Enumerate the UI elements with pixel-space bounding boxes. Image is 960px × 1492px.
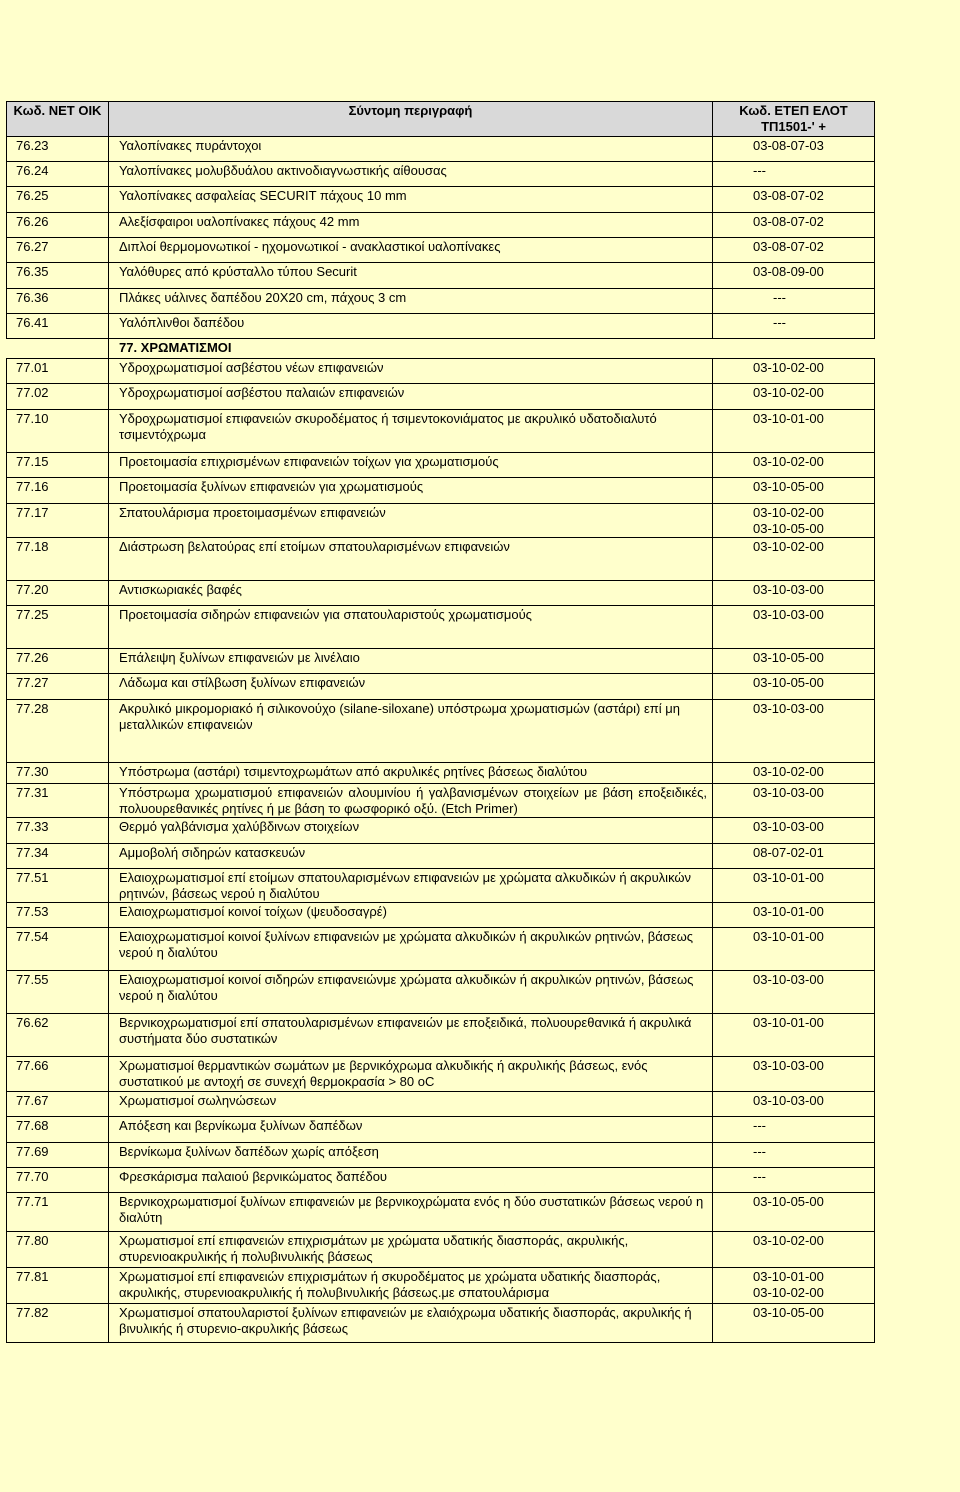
row-code: 77.71 [7, 1193, 109, 1232]
table-row [7, 700, 875, 763]
table-row [7, 606, 875, 649]
row-etep: 03-10-01-00 [713, 1014, 875, 1057]
table-row [7, 869, 875, 903]
row-description: Υδροχρωματισμοί ασβέστου παλαιών επιφανειών [109, 384, 713, 410]
row-code: 77.16 [7, 478, 109, 504]
table-row [7, 314, 875, 339]
codes-table [6, 101, 875, 1343]
table-row [7, 1268, 875, 1304]
row-etep: --- [713, 162, 875, 187]
table-row [7, 818, 875, 844]
table-row [7, 263, 875, 289]
row-code: 76.23 [7, 137, 109, 162]
row-description: Χρωματισμοί θερμαντικών σωμάτων με βερνικόχρωμα αλκυδικής ή ακρυλικής βάσεως, ενός συστατικού με αντοχή σε συνεχή θερμοκρασία > 80 oC [109, 1057, 713, 1092]
row-etep: 03-10-03-00 [713, 700, 875, 763]
table-row [7, 1304, 875, 1343]
table-row [7, 538, 875, 581]
row-etep [713, 1268, 875, 1304]
table-row [7, 1193, 875, 1232]
row-code: 77.28 [7, 700, 109, 763]
row-code: 77.10 [7, 410, 109, 453]
row-description: Υαλοπίνακες μολυβδυάλου ακτινοδιαγνωστικής αίθουσας [109, 162, 713, 187]
row-etep: 03-10-05-00 [713, 1193, 875, 1232]
row-description: Θερμό γαλβάνισμα χαλύβδινων στοιχείων [109, 818, 713, 844]
table-row [7, 649, 875, 674]
row-etep: 08-07-02-01 [713, 844, 875, 869]
row-code: 77.25 [7, 606, 109, 649]
row-description: Υαλόθυρες από κρύσταλλο τύπου Securit [109, 263, 713, 289]
row-code: 77.01 [7, 359, 109, 384]
document [6, 101, 874, 1343]
row-description: Υδροχρωματισμοί ασβέστου νέων επιφανειών [109, 359, 713, 384]
row-etep: 03-08-09-00 [713, 263, 875, 289]
row-description: Ελαιοχρωματισμοί κοινοί τοίχων (ψευδοσαγρέ) [109, 903, 713, 928]
row-etep: 03-10-05-00 [713, 674, 875, 700]
table-row [7, 1143, 875, 1168]
table-row [7, 763, 875, 784]
row-etep: --- [713, 1168, 875, 1193]
row-code: 77.54 [7, 928, 109, 971]
row-etep: 03-10-03-00 [713, 581, 875, 606]
row-code: 76.62 [7, 1014, 109, 1057]
row-code: 77.68 [7, 1117, 109, 1143]
section-title: 77. ΧΡΩΜΑΤΙΣΜΟΙ [109, 339, 875, 359]
row-description: Διάστρωση βελατούρας επί ετοίμων σπατουλαρισμένων επιφανειών [109, 538, 713, 581]
row-code: 77.82 [7, 1304, 109, 1343]
etep-line: 03-10-02-00 [753, 1285, 824, 1300]
row-description: Ελαιοχρωματισμοί κοινοί ξυλίνων επιφανειών με χρώματα αλκυδικών ή ακρυλικών ρητινών, βάσεως νερού η διαλύτου [109, 928, 713, 971]
table-row [7, 581, 875, 606]
row-code: 76.41 [7, 314, 109, 339]
table-row [7, 928, 875, 971]
row-code: 76.26 [7, 213, 109, 238]
row-etep: 03-10-01-00 [713, 928, 875, 971]
row-description: Υπόστρωμα (αστάρι) τσιμεντοχρωμάτων από ακρυλικές ρητίνες βάσεως διαλύτου [109, 763, 713, 784]
row-etep: 03-08-07-02 [713, 213, 875, 238]
header-description: Σύντομη περιγραφή [109, 102, 713, 137]
row-etep: 03-10-02-00 [713, 763, 875, 784]
row-etep: 03-10-03-00 [713, 971, 875, 1014]
table-row [7, 238, 875, 263]
row-code: 77.31 [7, 784, 109, 818]
row-etep: --- [713, 1143, 875, 1168]
row-code: 77.80 [7, 1232, 109, 1268]
row-description: Χρωματισμοί επί επιφανειών επιχρισμάτων με χρώματα υδατικής διασποράς, ακρυλικής, στυρενιοακρυλικής ή πολυβινυλικής βάσεως [109, 1232, 713, 1268]
row-description: Φρεσκάρισμα παλαιού βερνικώματος δαπέδου [109, 1168, 713, 1193]
row-description: Αντισκωριακές βαφές [109, 581, 713, 606]
etep-line: 03-10-01-00 [753, 1269, 824, 1284]
table-row [7, 844, 875, 869]
row-code: 77.69 [7, 1143, 109, 1168]
etep-line: 03-10-05-00 [753, 521, 824, 536]
row-etep: 03-08-07-03 [713, 137, 875, 162]
row-etep: --- [713, 289, 875, 314]
row-etep: 03-10-01-00 [713, 903, 875, 928]
table-row [7, 478, 875, 504]
table-row [7, 162, 875, 187]
row-etep: 03-10-05-00 [713, 1304, 875, 1343]
row-code: 77.33 [7, 818, 109, 844]
row-code: 77.67 [7, 1092, 109, 1117]
header-row [7, 102, 875, 137]
row-code: 77.34 [7, 844, 109, 869]
row-etep: 03-10-02-00 [713, 359, 875, 384]
section-row [7, 339, 875, 359]
row-etep: 03-10-03-00 [713, 1057, 875, 1092]
row-etep [713, 504, 875, 538]
row-code: 77.17 [7, 504, 109, 538]
row-description: Υαλόπλινθοι δαπέδου [109, 314, 713, 339]
row-description: Χρωματισμοί σωληνώσεων [109, 1092, 713, 1117]
table-row [7, 289, 875, 314]
row-etep: 03-10-05-00 [713, 478, 875, 504]
table-row [7, 784, 875, 818]
row-description: Προετοιμασία σιδηρών επιφανειών για σπατουλαριστούς χρωματισμούς [109, 606, 713, 649]
row-code: 77.27 [7, 674, 109, 700]
row-etep: 03-10-01-00 [713, 869, 875, 903]
row-etep: 03-10-05-00 [713, 649, 875, 674]
row-description: Υδροχρωματισμοί επιφανειών σκυροδέματος ή τσιμεντοκονιάματος με ακρυλικό υδατοδιαλυτό τσιμεντόχρωμα [109, 410, 713, 453]
row-description: Χρωματισμοί σπατουλαριστοί ξυλίνων επιφανειών με ελαιόχρωμα υδατικής διασποράς, ακρυλικής ή βινυλικής ή στυρενιο-ακρυλικής βάσεως [109, 1304, 713, 1343]
row-description: Ακρυλικό μικρομοριακό ή σιλικονούχο (silane-siloxane) υπόστρωμα χρωματισμών (αστάρι) επί μη μεταλλικών επιφανειών [109, 700, 713, 763]
row-code: 76.35 [7, 263, 109, 289]
table-row [7, 453, 875, 478]
row-code: 77.30 [7, 763, 109, 784]
row-description: Υαλοπίνακες πυράντοχοι [109, 137, 713, 162]
row-description: Αμμοβολή σιδηρών κατασκευών [109, 844, 713, 869]
row-description: Επάλειψη ξυλίνων επιφανειών με λινέλαιο [109, 649, 713, 674]
row-code: 77.55 [7, 971, 109, 1014]
table-row [7, 213, 875, 238]
table-row [7, 971, 875, 1014]
row-description: Αλεξίσφαιροι υαλοπίνακες πάχους 42 mm [109, 213, 713, 238]
row-description: Λάδωμα και στίλβωση ξυλίνων επιφανειών [109, 674, 713, 700]
row-etep: 03-10-03-00 [713, 784, 875, 818]
table-row [7, 187, 875, 213]
row-etep: --- [713, 1117, 875, 1143]
row-code: 77.81 [7, 1268, 109, 1304]
row-code: 77.18 [7, 538, 109, 581]
row-code: 77.20 [7, 581, 109, 606]
row-description: Πλάκες υάλινες δαπέδου 20Χ20 cm, πάχους 3 cm [109, 289, 713, 314]
row-description: Βερνικοχρωματισμοί ξυλίνων επιφανειών με βερνικοχρώματα ενός η δύο συστατικών βάσεως νερού η διαλύτη [109, 1193, 713, 1232]
row-etep: 03-10-02-00 [713, 384, 875, 410]
row-description: Σπατουλάρισμα προετοιμασμένων επιφανειών [109, 504, 713, 538]
row-description: Βερνικοχρωματισμοί επί σπατουλαρισμένων επιφανειών με εποξειδικά, πολυουρεθανικά ή ακρυλικά συστήματα δύο συστατικών [109, 1014, 713, 1057]
row-etep: 03-10-02-00 [713, 453, 875, 478]
row-code: 76.27 [7, 238, 109, 263]
row-etep: 03-10-02-00 [713, 538, 875, 581]
row-etep: --- [713, 314, 875, 339]
row-code: 76.36 [7, 289, 109, 314]
row-description: Απόξεση και βερνίκωμα ξυλίνων δαπέδων [109, 1117, 713, 1143]
row-description: Προετοιμασία επιχρισμένων επιφανειών τοίχων για χρωματισμούς [109, 453, 713, 478]
table-row [7, 1117, 875, 1143]
row-code: 76.24 [7, 162, 109, 187]
row-description: Βερνίκωμα ξυλίνων δαπέδων χωρίς απόξεση [109, 1143, 713, 1168]
row-code: 77.53 [7, 903, 109, 928]
table-row [7, 1092, 875, 1117]
row-etep: 03-08-07-02 [713, 187, 875, 213]
row-code: 76.25 [7, 187, 109, 213]
table-row [7, 359, 875, 384]
row-etep: 03-10-01-00 [713, 410, 875, 453]
row-etep: 03-08-07-02 [713, 238, 875, 263]
row-description: Υπόστρωμα χρωματισμού επιφανειών αλουμινίου ή γαλβανισμένων στοιχείων με βάση εποξειδικές, πολυουρεθανικές ρητίνες ή με βάση το φωσφορικό οξύ. (Etch Primer) [109, 784, 713, 818]
table-row [7, 674, 875, 700]
row-code: 77.26 [7, 649, 109, 674]
row-code: 77.70 [7, 1168, 109, 1193]
table-row [7, 1168, 875, 1193]
row-etep: 03-10-03-00 [713, 1092, 875, 1117]
row-description: Ελαιοχρωματισμοί κοινοί σιδηρών επιφανειώνμε χρώματα αλκυδικών ή ακρυλικών ρητινών, βάσεως νερού η διαλύτου [109, 971, 713, 1014]
row-description: Υαλοπίνακες ασφαλείας SECURIT πάχους 10 mm [109, 187, 713, 213]
row-description: Διπλοί θερμομονωτικοί - ηχομονωτικοί - ανακλαστικοί υαλοπίνακες [109, 238, 713, 263]
row-description: Προετοιμασία ξυλίνων επιφανειών για χρωματισμούς [109, 478, 713, 504]
row-description: Χρωματισμοί επί επιφανειών επιχρισμάτων ή σκυροδέματος με χρώματα υδατικής διασποράς, ακρυλικής, στυρενιοακρυλικής ή πολυβινυλικής βάσεως.με σπατουλάρισμα [109, 1268, 713, 1304]
table-row [7, 384, 875, 410]
table-row [7, 903, 875, 928]
table-row [7, 410, 875, 453]
etep-line: 03-10-02-00 [753, 505, 824, 520]
table-row [7, 504, 875, 538]
row-etep: 03-10-02-00 [713, 1232, 875, 1268]
header-etep: Κωδ. ΕΤΕΠ ΕΛΟΤ ΤΠ1501-' + [713, 102, 875, 137]
row-code: 77.15 [7, 453, 109, 478]
row-etep: 03-10-03-00 [713, 818, 875, 844]
table-row [7, 1057, 875, 1092]
header-code: Κωδ. ΝΕΤ ΟΙΚ [7, 102, 109, 137]
table-row [7, 137, 875, 162]
row-etep: 03-10-03-00 [713, 606, 875, 649]
table-row [7, 1014, 875, 1057]
row-code: 77.51 [7, 869, 109, 903]
row-code: 77.02 [7, 384, 109, 410]
row-description: Ελαιοχρωματισμοί επί ετοίμων σπατουλαρισμένων επιφανειών με χρώματα αλκυδικών ή ακρυλικών ρητινών, βάσεως νερού η διαλύτου [109, 869, 713, 903]
row-code: 77.66 [7, 1057, 109, 1092]
table-row [7, 1232, 875, 1268]
